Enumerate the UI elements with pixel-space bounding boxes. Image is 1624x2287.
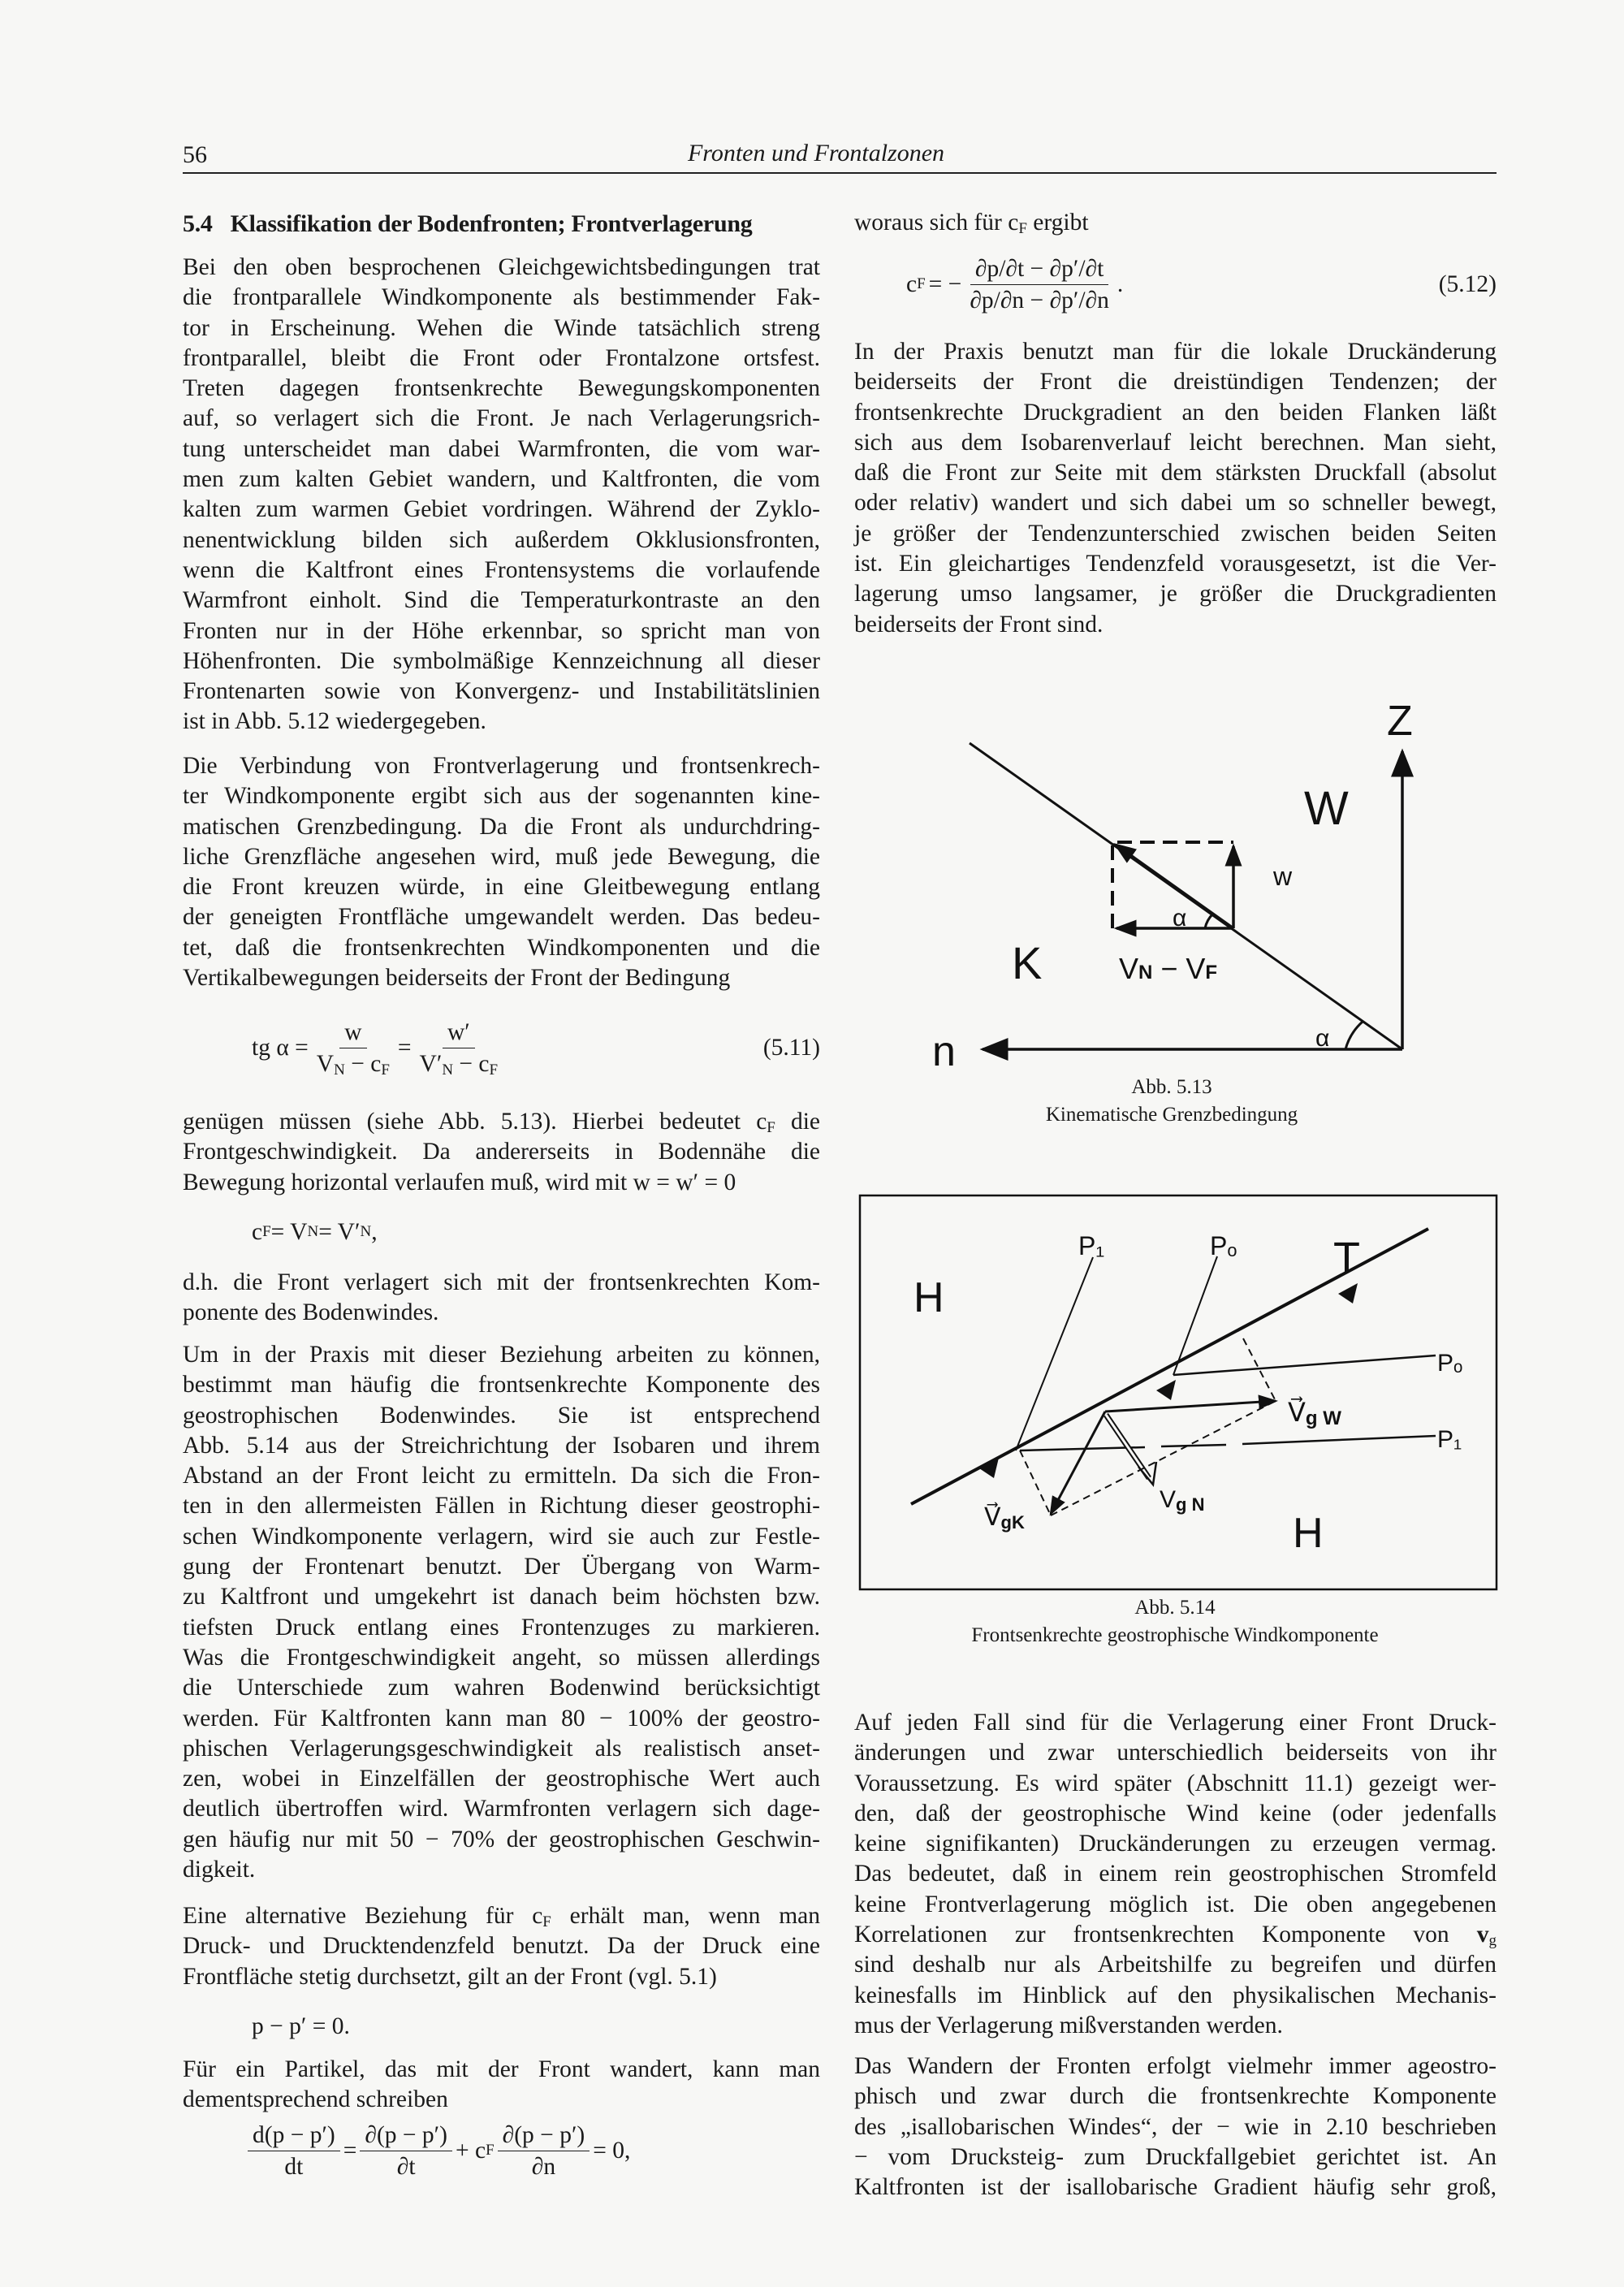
figure-5-14-geostrophic-component xyxy=(860,1195,1497,1589)
text-line: Für ein Partikel, das mit der Front wandert, kann man xyxy=(183,2056,820,2082)
denominator: ∂p/∂n − ∂p′/∂n xyxy=(970,287,1109,313)
running-title: Fronten und Frontalzonen xyxy=(687,140,945,166)
vgw-arrow xyxy=(1105,1401,1276,1412)
isobar-p1-cold xyxy=(1242,1436,1436,1444)
eq-lhs: tg α = xyxy=(252,1034,309,1061)
text-line: Bei den oben besprochenen Gleichgewichtsbedingungen trat xyxy=(183,254,820,280)
label-p1-top: P₁ xyxy=(1078,1231,1105,1260)
text-line: Das Wandern der Fronten erfolgt vielmehr immer ageostro- xyxy=(854,2053,1497,2079)
isobar-p1-warm xyxy=(1016,1257,1093,1450)
isobar-p1-cold xyxy=(1161,1445,1226,1446)
text-line: matischen Grenzbedingung. Da die Front als undurchdring- xyxy=(183,813,820,840)
text-line: Die Verbindung von Frontverlagerung und frontsenkrech- xyxy=(183,753,820,779)
sym: V xyxy=(1119,952,1139,985)
text-line: tet, daß die frontsenkrechten Windkomponenten und die xyxy=(183,934,820,961)
sym: c xyxy=(906,270,918,297)
section-title: Klassifikation der Bodenfronten; Frontverlagerung xyxy=(230,210,753,237)
text-line: geostrophischen Bodenwindes. Sie ist entsprechend xyxy=(183,1402,820,1429)
text-line: der geneigten Frontfläche umgewandelt werden. Das bedeu- xyxy=(183,904,820,931)
text-line: Frontgeschwindigkeit. Da andererseits in Bodennähe die xyxy=(183,1139,820,1165)
text-line: keine Frontverlagerung möglich ist. Die oben angegebenen xyxy=(854,1891,1497,1917)
numerator: ∂(p − p′) xyxy=(360,2121,452,2151)
sub: N xyxy=(334,1061,345,1079)
sym: , xyxy=(371,1218,378,1245)
sym: V′ xyxy=(419,1050,443,1077)
text-line: zu Kaltfront und umgekehrt ist danach beim höchsten bzw. xyxy=(183,1584,820,1610)
sym: V⃗ xyxy=(984,1504,1001,1531)
figure-5-14-caption-title: Frontsenkrechte geostrophische Windkomponente xyxy=(971,1624,1379,1646)
paragraph xyxy=(854,1708,1497,2041)
text-line: sind deshalb nur als Arbeitshilfe zu begreifen und dürfen xyxy=(854,1952,1497,1978)
text-line: sich aus dem Isobarenverlauf leicht berechnen. Man sieht, xyxy=(854,429,1497,456)
text-line: auf, so verlagert sich die Front. Je nach Verlagerungsrich- xyxy=(183,405,820,432)
label-high-top: H xyxy=(914,1274,944,1321)
text-line: Auf jeden Fall sind für die Verlagerung einer Front Druck- xyxy=(854,1710,1497,1736)
paragraph xyxy=(854,2051,1497,2203)
label-n: n xyxy=(932,1028,956,1075)
equation-cf: c F = V N = V′ N , xyxy=(252,1218,378,1245)
text-line: schen Windkomponente verlagern, wird sie auch zur Festle- xyxy=(183,1523,820,1550)
sym: V xyxy=(1160,1486,1177,1513)
label-warm-W: W xyxy=(1304,782,1349,835)
text-line: Fronten nur in der Höhe erkennbar, so spricht man von xyxy=(183,617,820,644)
text-line: lagerung umso langsamer, je größer die Druckgradienten xyxy=(854,581,1497,607)
front-barb xyxy=(1156,1380,1176,1400)
sub: F xyxy=(489,1061,499,1079)
text-line: kalten zum warmen Gebiet vordringen. Während der Zyklo- xyxy=(183,496,820,523)
text-line: des „isallobarischen Windes“, der − wie in 2.10 beschrieben xyxy=(854,2113,1497,2140)
sub: g W xyxy=(1305,1407,1341,1429)
text-line: Frontenarten sowie von Konvergenz- und Instabilitätslinien xyxy=(183,678,820,705)
text-line: Eine alternative Beziehung für $c_F$ erhält man, wenn man xyxy=(183,1903,820,1930)
text-line: frontsenkrechte Druckgradient an den beiden Flanken läßt xyxy=(854,399,1497,426)
text-line: ist. Ein gleichartiges Tendenzfeld vorausgesetzt, ist die Ver- xyxy=(854,551,1497,577)
dashed-construction xyxy=(1020,1450,1051,1515)
sym: V xyxy=(1186,952,1206,985)
sym: V⃗ xyxy=(1288,1398,1306,1427)
text-line: beiderseits der Front die dreistündigen Tendenzen; der xyxy=(854,369,1497,396)
text-line: Abstand an der Front leicht zu ermitteln. Da sich die Fron- xyxy=(183,1463,820,1489)
text-line: ten in den allermeisten Fällen in Richtung dieser geostrophi- xyxy=(183,1493,820,1520)
figure-5-14-caption-number: Abb. 5.14 xyxy=(1134,1597,1216,1619)
text-line: tor in Erscheinung. Wehen die Winde tatsächlich streng xyxy=(183,314,820,341)
sym: = V xyxy=(270,1218,308,1245)
section-number: 5.4 xyxy=(183,210,213,237)
text-line: − vom Drucksteig- zum Druckfallgebiet gerichtet ist. An xyxy=(854,2143,1497,2170)
eq-sign: = − xyxy=(928,270,962,297)
label-vn-minus-vf xyxy=(1119,952,1217,985)
text-line: Höhenfronten. Die symbolmäßige Kennzeichnung all dieser xyxy=(183,647,820,674)
text-line: änderungen und zwar unterschiedlich beiderseits von ihr xyxy=(854,1740,1497,1766)
text-line: gung der Frontenart benutzt. Der Übergang von Warm- xyxy=(183,1554,820,1580)
text-line: Abb. 5.14 aus der Streichrichtung der Isobaren und ihrem xyxy=(183,1432,820,1459)
sym: V xyxy=(316,1050,335,1077)
sym: c xyxy=(252,1218,263,1245)
text-line: Vertikalbewegungen beiderseits der Front der Bedingung xyxy=(183,965,731,992)
numerator: ∂p/∂t − ∂p′/∂t xyxy=(970,255,1108,285)
text-line: ter Windkomponente ergibt sich aus der sogenannten kine- xyxy=(183,783,820,810)
label-cold-K: K xyxy=(1012,937,1043,988)
text-line: tiefsten Druck entlang eines Frontenzuges zu markieren. xyxy=(183,1614,820,1641)
label-w: w xyxy=(1273,862,1293,891)
figure-5-13-caption-title: Kinematische Grenzbedingung xyxy=(1045,1104,1298,1126)
label-vgn xyxy=(1160,1486,1204,1515)
text-line: zen, wobei in Einzelfällen der geostrophische Wert auch xyxy=(183,1766,820,1792)
sym: . xyxy=(1116,270,1124,297)
text-line: die Unterschiede zum wahren Bodenwind berücksichtigt xyxy=(183,1675,820,1701)
label-p0-right: Pₒ xyxy=(1437,1350,1463,1377)
sub: F xyxy=(1205,962,1218,984)
text-line: die Front kreuzen würde, in eine Gleitbewegung entlang xyxy=(183,874,820,901)
sub: g N xyxy=(1176,1494,1205,1515)
denominator: ∂n xyxy=(531,2153,556,2180)
text-line: bestimmt man häufig die frontsenkrechte Komponente des xyxy=(183,1372,820,1399)
text-line: daß die Front zur Seite mit dem stärksten Druckfall (absolut xyxy=(854,460,1497,486)
text-line: keine signifikanten) Druckänderungen zu erzeugen vermag. xyxy=(854,1831,1497,1857)
text-line: Korrelationen zur frontsenkrechten Komponente von $v_g$ xyxy=(854,1922,1497,1950)
sym: = 0, xyxy=(593,2137,631,2164)
sym: = V′ xyxy=(318,1218,361,1245)
eq-sign: = xyxy=(343,2137,357,2164)
text-line: beiderseits der Front sind. xyxy=(854,611,1104,638)
text-line: ist in Abb. 5.12 wiedergegeben. xyxy=(183,708,486,735)
text-line: nenentwicklung bilden sich außerdem Okklusionsfronten, xyxy=(183,526,820,553)
sub: gK xyxy=(1000,1512,1025,1533)
text-line: keinesfalls im Hinblick auf den physikalischen Mechanis- xyxy=(854,1982,1497,2008)
alpha-arc-top xyxy=(1205,914,1213,928)
page-number: 56 xyxy=(183,141,207,168)
text-line: Was die Frontgeschwindigkeit angeht, so müssen allerdings xyxy=(183,1644,820,1671)
label-high-bottom: H xyxy=(1293,1510,1324,1557)
text-line: Druck- und Drucktendenzfeld benutzt. Da der Druck eine xyxy=(183,1933,820,1960)
text-line: je größer der Tendenzunterschied zwischen beiden Seiten xyxy=(854,520,1497,547)
label-p0-top: Pₒ xyxy=(1210,1231,1237,1260)
text-line: tung unterscheidet man dabei Warmfronten, die vom war- xyxy=(183,435,820,462)
label-alpha: α xyxy=(1315,1025,1330,1052)
numerator: ∂(p − p′) xyxy=(498,2121,590,2151)
denominator: dt xyxy=(284,2153,304,2180)
sym: + c xyxy=(455,2137,486,2164)
equation-total-derivative: $\frac{d(p - p')}{dt}$ = $\frac{\partial(p - p')}{\partial t}$ + c F $\frac{\partial(p - p')}{\partial n}$ = 0, xyxy=(183,2120,820,2181)
text-line: frontparallel, bleibt die Front oder Frontalzone ortsfest. xyxy=(183,344,820,371)
text-line: Kaltfronten ist der isallobarische Gradient häufig sehr groß, xyxy=(854,2174,1497,2201)
equation-number: (5.12) xyxy=(1438,270,1497,297)
eq-sign: = xyxy=(397,1034,412,1061)
text-line: Frontfläche stetig durchsetzt, gilt an der Front (vgl. 5.1) xyxy=(183,1963,717,1990)
label-vgw xyxy=(1288,1396,1341,1429)
sub: N xyxy=(442,1061,454,1079)
sym: − c xyxy=(453,1050,490,1077)
figure-5-13-caption-number: Abb. 5.13 xyxy=(1131,1076,1212,1098)
figure-5-14-labels xyxy=(914,1231,1462,1557)
front-barb xyxy=(1338,1283,1358,1303)
equation-number: (5.11) xyxy=(762,1034,820,1061)
text-line: werden. Für Kaltfronten kann man 80 − 100% der geostro- xyxy=(183,1705,820,1731)
sym: − c xyxy=(344,1050,382,1077)
sub: N xyxy=(1138,962,1153,984)
text-line: ponente des Bodenwindes. xyxy=(183,1299,439,1326)
label-alpha: α xyxy=(1173,905,1187,932)
text-line: Voraussetzung. Es wird später (Abschnitt 11.1) gezeigt wer- xyxy=(854,1770,1497,1796)
label-vgk xyxy=(984,1502,1025,1533)
text-line: Warmfront einholt. Sind die Temperaturkontraste an den xyxy=(183,587,820,614)
text-line: deutlich übertroffen wird. Warmfronten verlagern sich dage- xyxy=(183,1796,820,1822)
text-line: liche Grenzfläche angesehen wird, muß jede Bewegung, die xyxy=(183,843,820,870)
text-line: Bewegung horizontal verlaufen muß, wird mit w = w′ = 0 xyxy=(183,1169,736,1195)
sym: − xyxy=(1152,952,1186,985)
cold-front-barbs xyxy=(979,1283,1358,1478)
label-low-T: T xyxy=(1333,1234,1360,1282)
isobar-p0-cold xyxy=(1173,1355,1436,1375)
isobar-p0-warm xyxy=(1173,1256,1217,1375)
text-line: Das bedeutet, daß in einem rein geostrophischen Stromfeld xyxy=(854,1861,1497,1887)
text-line: phischen Verlagerungsgeschwindigkeit als realistisch anset- xyxy=(183,1735,820,1762)
text-line: mus der Verlagerung mißverstanden werden. xyxy=(854,2012,1283,2038)
text-line: digkeit. xyxy=(183,1857,256,1883)
numerator: d(p − p′) xyxy=(248,2121,340,2151)
text-line: den, daß der geostrophische Wind keine (oder jedenfalls xyxy=(854,1800,1497,1827)
sub: F xyxy=(381,1061,390,1079)
text-line: woraus sich für $c_F$ ergibt xyxy=(854,210,1089,237)
eq-text: p − p′ = 0. xyxy=(252,2012,350,2039)
alpha-arc-bottom xyxy=(1345,1022,1363,1049)
text-line: dementsprechend schreiben xyxy=(183,2086,448,2113)
denominator: ∂t xyxy=(396,2153,416,2180)
text-line: Treten dagegen frontsenkrechte Bewegungskomponenten xyxy=(183,375,820,402)
numerator: w′ xyxy=(443,1018,475,1048)
text-line: d.h. die Front verlagert sich mit der frontsenkrechten Kom- xyxy=(183,1269,820,1295)
equation-5-12: c F = − $\frac{\partial p/\partial t - \partial p'/\partial t}{\partial p/\partial n - \partial p'/\partial n}$ . (5.12) xyxy=(906,255,1497,313)
label-p1-right: P₁ xyxy=(1437,1426,1462,1453)
text-line: gen häufig nur mit 50 − 70% der geostrophischen Geschwin- xyxy=(183,1826,820,1853)
text-line: wenn die Kaltfront eines Frontensystems die vorlaufende xyxy=(183,556,820,583)
text-line: men zum kalten Gebiet wandern, und Kaltfronten, die vom xyxy=(183,466,820,493)
numerator: w xyxy=(339,1018,366,1048)
label-z: Z xyxy=(1387,698,1413,745)
text-line: In der Praxis benutzt man für die lokale Druckänderung xyxy=(854,339,1497,365)
text-line: oder relativ) wandert und sich dabei um so schneller bewegt, xyxy=(854,490,1497,517)
text-line: die frontparallele Windkomponente als bestimmender Fak- xyxy=(183,284,820,311)
text-line: phisch und zwar durch die frontsenkrechte Komponente xyxy=(854,2083,1497,2110)
text-line: genügen müssen (siehe Abb. 5.13). Hierbei bedeutet $c_F$ die xyxy=(183,1109,820,1136)
figure-frame xyxy=(860,1195,1497,1589)
text-line: Um in der Praxis mit dieser Beziehung arbeiten zu können, xyxy=(183,1342,820,1368)
